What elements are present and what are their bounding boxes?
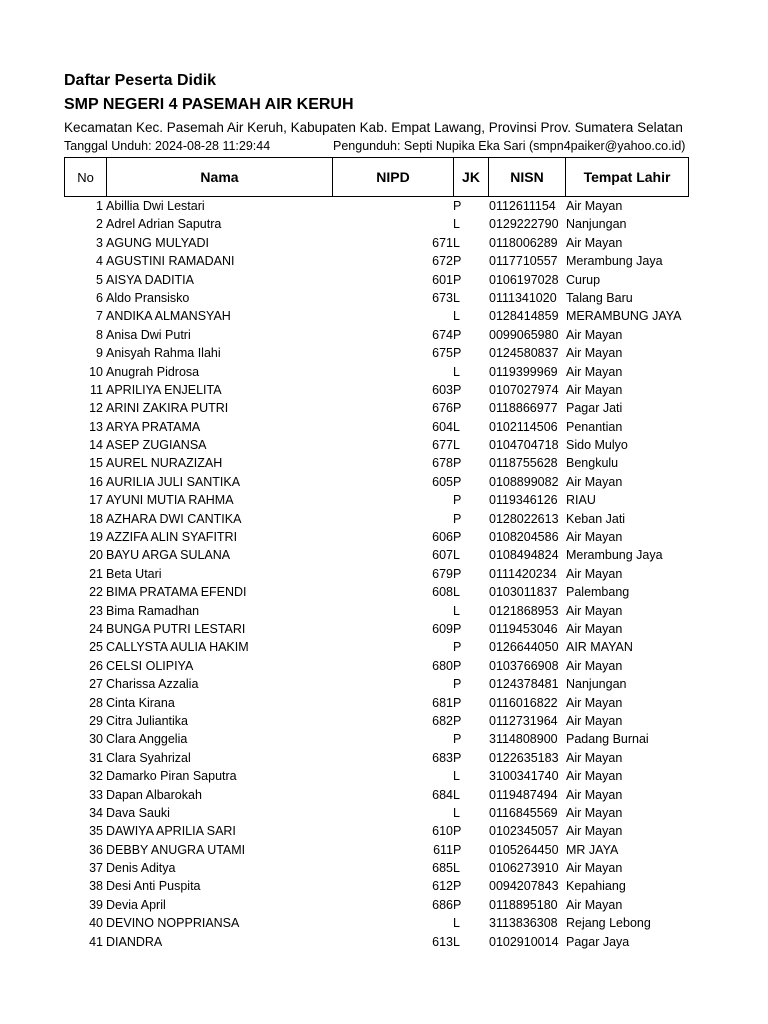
table-row: [64, 565, 688, 583]
table-row: [64, 730, 688, 748]
cell-nama: AUREL NURAZIZAH: [106, 456, 223, 471]
cell-nama: CELSI OLIPIYA: [106, 658, 194, 673]
cell-jk: L: [453, 419, 460, 434]
table-row: [64, 528, 688, 546]
cell-nipd: 605: [432, 474, 453, 489]
cell-tempat-lahir: MR JAYA: [566, 842, 619, 857]
cell-nama: DEVINO NOPPRIANSA: [106, 916, 240, 931]
cell-jk: P: [453, 842, 462, 857]
cell-jk: P: [453, 695, 462, 710]
col-header-no: No: [65, 158, 107, 197]
cell-nisn: 0104704718: [489, 438, 559, 453]
cell-jk: L: [453, 916, 460, 931]
table-row: [64, 822, 688, 840]
cell-nipd: 676: [432, 401, 453, 416]
cell-no: 18: [89, 511, 103, 526]
cell-jk: P: [453, 382, 462, 397]
cell-jk: L: [453, 787, 460, 802]
table-row: [64, 289, 688, 307]
cell-nama: Beta Utari: [106, 566, 162, 581]
cell-nama: DAWIYA APRILIA SARI: [106, 824, 236, 839]
table-row: [64, 914, 688, 932]
cell-nipd: 685: [432, 861, 453, 876]
cell-nisn: 3113836308: [489, 916, 558, 931]
cell-tempat-lahir: Rejang Lebong: [566, 916, 651, 931]
cell-nama: AGUSTINI RAMADANI: [106, 254, 235, 269]
cell-nisn: 0106273910: [489, 861, 559, 876]
cell-nipd: 671: [432, 235, 453, 250]
cell-nipd: 679: [432, 566, 453, 581]
table-row: [64, 583, 688, 601]
cell-nisn: 0122635183: [489, 750, 559, 765]
cell-jk: P: [453, 530, 462, 545]
cell-nama: Denis Aditya: [106, 861, 176, 876]
cell-no: 39: [89, 897, 103, 912]
cell-nisn: 0126644050: [489, 640, 559, 655]
table-row: [64, 877, 688, 895]
cell-nisn: 0099065980: [489, 327, 559, 342]
cell-nama: Dava Sauki: [106, 805, 170, 820]
cell-jk: P: [453, 750, 462, 765]
cell-nama: BIMA PRATAMA EFENDI: [106, 585, 247, 600]
cell-tempat-lahir: MERAMBUNG JAYA: [566, 309, 682, 324]
cell-no: 13: [89, 419, 103, 434]
cell-tempat-lahir: Air Mayan: [566, 897, 623, 912]
cell-nama: Charissa Azzalia: [106, 677, 199, 692]
cell-no: 1: [96, 199, 103, 213]
table-row: [64, 197, 688, 215]
table-row: [64, 602, 688, 620]
cell-tempat-lahir: Padang Burnai: [566, 732, 649, 747]
cell-nisn: 0116845569: [489, 805, 558, 820]
table-row: [64, 859, 688, 877]
cell-no: 23: [89, 603, 103, 618]
cell-tempat-lahir: Pagar Jati: [566, 401, 623, 416]
cell-no: 28: [89, 695, 103, 710]
cell-nipd: 686: [432, 897, 453, 912]
cell-no: 17: [89, 493, 103, 508]
cell-jk: L: [453, 934, 460, 949]
cell-nipd: 612: [432, 879, 453, 894]
cell-nama: AURILIA JULI SANTIKA: [106, 474, 241, 489]
cell-nama: ANDIKA ALMANSYAH: [106, 309, 231, 324]
cell-nisn: 0094207843: [489, 879, 559, 894]
col-header-nipd: NIPD: [333, 158, 454, 197]
cell-nisn: 0102910014: [489, 934, 559, 949]
cell-nama: Aldo Pransisko: [106, 290, 190, 305]
cell-nama: ARYA PRATAMA: [106, 419, 201, 434]
cell-nama: AISYA DADITIA: [106, 272, 194, 287]
cell-jk: P: [453, 511, 462, 526]
table-row: [64, 436, 688, 454]
table-row: [64, 399, 688, 417]
cell-tempat-lahir: Sido Mulyo: [566, 438, 628, 453]
cell-no: 6: [96, 290, 103, 305]
cell-tempat-lahir: Air Mayan: [566, 769, 623, 784]
cell-nisn: 0119399969: [489, 364, 558, 379]
cell-no: 27: [89, 677, 103, 692]
cell-nipd: 683: [432, 750, 453, 765]
cell-tempat-lahir: Air Mayan: [566, 327, 623, 342]
cell-nisn: 0108899082: [489, 474, 559, 489]
cell-tempat-lahir: Curup: [566, 272, 601, 287]
cell-jk: P: [453, 824, 462, 839]
cell-nipd: 682: [432, 713, 453, 728]
cell-jk: P: [453, 272, 462, 287]
cell-no: 32: [89, 769, 103, 784]
cell-nama: ARINI ZAKIRA PUTRI: [106, 401, 229, 416]
cell-nisn: 3100341740: [489, 769, 559, 784]
col-header-jk: JK: [454, 158, 489, 197]
cell-nama: CALLYSTA AULIA HAKIM: [106, 640, 249, 655]
cell-tempat-lahir: Kepahiang: [566, 879, 626, 894]
cell-nisn: 0112611154: [489, 199, 556, 213]
cell-nama: AZZIFA ALIN SYAFITRI: [106, 530, 238, 545]
cell-nisn: 0118755628: [489, 456, 558, 471]
cell-tempat-lahir: Palembang: [566, 585, 630, 600]
cell-nama: Devia April: [106, 897, 166, 912]
table-row: [64, 804, 688, 822]
cell-no: 22: [89, 585, 103, 600]
table-row: [64, 657, 688, 675]
cell-no: 20: [89, 548, 103, 563]
cell-jk: L: [453, 309, 460, 324]
cell-nama: Abillia Dwi Lestari: [106, 199, 205, 213]
cell-nipd: 604: [432, 419, 453, 434]
cell-nipd: 677: [432, 438, 453, 453]
cell-no: 4: [96, 254, 103, 269]
cell-jk: P: [453, 401, 462, 416]
table-row: [64, 638, 688, 656]
cell-nipd: 678: [432, 456, 453, 471]
cell-jk: P: [453, 327, 462, 342]
downloader: Pengunduh: Septi Nupika Eka Sari (smpn4paiker@yahoo.co.id): [333, 139, 686, 153]
cell-nisn: 0111420234: [489, 566, 557, 581]
cell-tempat-lahir: Air Mayan: [566, 621, 623, 636]
cell-nisn: 0128414859: [489, 309, 559, 324]
cell-tempat-lahir: Air Mayan: [566, 787, 623, 802]
cell-tempat-lahir: Air Mayan: [566, 805, 623, 820]
table-row: [64, 234, 688, 252]
cell-jk: L: [453, 290, 460, 305]
location-line: Kecamatan Kec. Pasemah Air Keruh, Kabupaten Kab. Empat Lawang, Provinsi Prov. Sumatera Selatan: [64, 120, 683, 135]
cell-nisn: 0119487494: [489, 787, 558, 802]
cell-no: 11: [90, 382, 103, 397]
cell-jk: L: [453, 235, 460, 250]
cell-tempat-lahir: Air Mayan: [566, 750, 623, 765]
cell-nama: Anisa Dwi Putri: [106, 327, 191, 342]
download-date: Tanggal Unduh: 2024-08-28 11:29:44: [64, 139, 271, 153]
cell-nisn: 0106197028: [489, 272, 559, 287]
cell-nisn: 0102345057: [489, 824, 559, 839]
table-header: [64, 157, 689, 197]
cell-jk: L: [453, 217, 460, 232]
cell-tempat-lahir: Air Mayan: [566, 199, 623, 213]
cell-nisn: 0102114506: [489, 419, 558, 434]
cell-nisn: 0129222790: [489, 217, 559, 232]
table-row: [64, 473, 688, 491]
cell-nipd: 609: [432, 621, 453, 636]
table-row: [64, 896, 688, 914]
cell-nama: DEBBY ANUGRA UTAMI: [106, 842, 246, 857]
cell-jk: L: [453, 769, 460, 784]
cell-jk: P: [453, 346, 462, 361]
table-row: [64, 252, 688, 270]
cell-nisn: 0105264450: [489, 842, 559, 857]
cell-nama: Anisyah Rahma Ilahi: [106, 346, 221, 361]
cell-nisn: 0108494824: [489, 548, 559, 563]
cell-nisn: 0117710557: [489, 254, 558, 269]
table-row: [64, 418, 688, 436]
cell-no: 30: [89, 732, 103, 747]
col-header-nisn: NISN: [489, 158, 566, 197]
cell-jk: L: [453, 364, 460, 379]
cell-nisn: 0116016822: [489, 695, 558, 710]
cell-no: 19: [89, 530, 103, 545]
cell-nisn: 0119346126: [489, 493, 558, 508]
table-row: [64, 675, 688, 693]
cell-tempat-lahir: Air Mayan: [566, 658, 623, 673]
cell-no: 14: [89, 438, 103, 453]
cell-jk: P: [453, 474, 462, 489]
cell-nipd: 608: [432, 585, 453, 600]
cell-no: 12: [89, 401, 103, 416]
cell-nisn: 0103011837: [489, 585, 558, 600]
cell-tempat-lahir: Air Mayan: [566, 530, 623, 545]
cell-no: 2: [96, 217, 103, 232]
cell-nama: Damarko Piran Saputra: [106, 769, 237, 784]
cell-tempat-lahir: Air Mayan: [566, 566, 623, 581]
table-row: [64, 326, 688, 344]
cell-nisn: 0103766908: [489, 658, 559, 673]
table-row: [64, 546, 688, 564]
cell-no: 8: [96, 327, 103, 342]
cell-no: 35: [89, 824, 103, 839]
cell-nipd: 681: [432, 695, 453, 710]
cell-nama: AGUNG MULYADI: [106, 235, 210, 250]
col-header-tempat-lahir: Tempat Lahir: [566, 158, 689, 197]
cell-no: 38: [89, 879, 103, 894]
cell-nipd: 680: [432, 658, 453, 673]
cell-no: 21: [89, 566, 103, 581]
cell-nama: BUNGA PUTRI LESTARI: [106, 621, 246, 636]
cell-nisn: 0118866977: [489, 401, 558, 416]
col-header-nama: Nama: [107, 158, 333, 197]
cell-nama: Bima Ramadhan: [106, 603, 200, 618]
table-row: [64, 510, 688, 528]
cell-tempat-lahir: Air Mayan: [566, 235, 623, 250]
cell-nisn: 0124378481: [489, 677, 559, 692]
cell-nisn: 0124580837: [489, 346, 559, 361]
cell-jk: P: [453, 493, 462, 508]
table-row: [64, 767, 688, 785]
cell-jk: P: [453, 897, 462, 912]
cell-nipd: 607: [432, 548, 453, 563]
cell-jk: P: [453, 254, 462, 269]
cell-tempat-lahir: Air Mayan: [566, 603, 623, 618]
cell-tempat-lahir: Pagar Jaya: [566, 934, 630, 949]
cell-no: 36: [89, 842, 103, 857]
cell-jk: P: [453, 879, 462, 894]
cell-tempat-lahir: Air Mayan: [566, 861, 623, 876]
cell-jk: P: [453, 640, 462, 655]
cell-nipd: 613: [432, 934, 453, 949]
cell-nipd: 611: [433, 842, 453, 857]
cell-no: 25: [89, 640, 103, 655]
cell-nisn: 0128022613: [489, 511, 559, 526]
cell-tempat-lahir: Merambung Jaya: [566, 548, 663, 563]
cell-no: 9: [96, 346, 103, 361]
cell-nisn: 0107027974: [489, 382, 559, 397]
cell-jk: P: [453, 199, 462, 213]
cell-tempat-lahir: Penantian: [566, 419, 623, 434]
cell-tempat-lahir: Bengkulu: [566, 456, 619, 471]
cell-nama: Clara Syahrizal: [106, 750, 191, 765]
table-row: [64, 841, 688, 859]
cell-tempat-lahir: AIR MAYAN: [566, 640, 633, 655]
cell-nipd: 673: [432, 290, 453, 305]
cell-no: 29: [89, 713, 103, 728]
cell-no: 31: [89, 750, 103, 765]
cell-tempat-lahir: Nanjungan: [566, 217, 627, 232]
cell-nama: AYUNI MUTIA RAHMA: [106, 493, 234, 508]
cell-nipd: 610: [432, 824, 453, 839]
cell-no: 34: [89, 805, 103, 820]
table-row: [64, 381, 688, 399]
cell-nama: Clara Anggelia: [106, 732, 188, 747]
cell-jk: L: [453, 438, 460, 453]
cell-tempat-lahir: Air Mayan: [566, 382, 623, 397]
cell-tempat-lahir: Merambung Jaya: [566, 254, 663, 269]
cell-nipd: 601: [432, 272, 453, 287]
cell-tempat-lahir: Air Mayan: [566, 713, 623, 728]
cell-no: 7: [96, 309, 103, 324]
cell-tempat-lahir: Nanjungan: [566, 677, 627, 692]
cell-tempat-lahir: Air Mayan: [566, 824, 623, 839]
cell-nipd: 672: [432, 254, 453, 269]
cell-nisn: 0112731964: [489, 713, 558, 728]
cell-nama: APRILIYA ENJELITA: [106, 382, 222, 397]
cell-nipd: 674: [432, 327, 453, 342]
table-row: [64, 786, 688, 804]
cell-jk: L: [453, 585, 460, 600]
cell-no: 37: [89, 861, 103, 876]
cell-nipd: 675: [432, 346, 453, 361]
cell-nama: ASEP ZUGIANSA: [106, 438, 207, 453]
cell-nama: DIANDRA: [106, 934, 163, 949]
cell-nisn: 0119453046: [489, 621, 558, 636]
cell-tempat-lahir: Talang Baru: [566, 290, 633, 305]
cell-nama: AZHARA DWI CANTIKA: [106, 511, 242, 526]
cell-nama: Adrel Adrian Saputra: [106, 217, 222, 232]
cell-nisn: 0111341020: [489, 290, 557, 305]
cell-jk: P: [453, 456, 462, 471]
table-row: [64, 271, 688, 289]
cell-nama: Cinta Kirana: [106, 695, 175, 710]
cell-nama: BAYU ARGA SULANA: [106, 548, 231, 563]
cell-jk: P: [453, 713, 462, 728]
cell-nipd: 684: [432, 787, 453, 802]
cell-no: 41: [89, 934, 103, 949]
cell-nama: Anugrah Pidrosa: [106, 364, 200, 379]
cell-jk: P: [453, 566, 462, 581]
cell-jk: L: [453, 548, 460, 563]
cell-no: 33: [89, 787, 103, 802]
table-row: [64, 933, 688, 951]
table-row: [64, 215, 688, 233]
cell-tempat-lahir: RIAU: [566, 493, 596, 508]
cell-tempat-lahir: Air Mayan: [566, 346, 623, 361]
cell-nisn: 0108204586: [489, 530, 559, 545]
cell-no: 15: [89, 456, 103, 471]
cell-nipd: 606: [432, 530, 453, 545]
student-list: [64, 197, 688, 951]
cell-no: 5: [96, 272, 103, 287]
cell-tempat-lahir: Air Mayan: [566, 474, 623, 489]
cell-no: 10: [89, 364, 103, 379]
table-row: [64, 344, 688, 362]
document-title: Daftar Peserta Didik: [64, 72, 217, 89]
cell-tempat-lahir: Air Mayan: [566, 695, 623, 710]
cell-jk: P: [453, 732, 462, 747]
cell-tempat-lahir: Keban Jati: [566, 511, 626, 526]
cell-no: 26: [89, 658, 103, 673]
cell-no: 24: [89, 621, 103, 636]
cell-jk: P: [453, 621, 462, 636]
table-row: [64, 712, 688, 730]
table-row: [64, 694, 688, 712]
cell-nisn: 0118006289: [489, 235, 558, 250]
cell-nisn: 3114808900: [489, 732, 558, 747]
cell-tempat-lahir: Air Mayan: [566, 364, 623, 379]
cell-nisn: 0121868953: [489, 603, 559, 618]
cell-nipd: 603: [432, 382, 453, 397]
table-row: [64, 363, 688, 381]
cell-nisn: 0118895180: [489, 897, 558, 912]
cell-no: 16: [89, 474, 103, 489]
cell-jk: P: [453, 677, 462, 692]
table-row: [64, 491, 688, 509]
cell-jk: L: [453, 805, 460, 820]
table-row: [64, 620, 688, 638]
cell-no: 40: [89, 916, 103, 931]
cell-jk: L: [453, 603, 460, 618]
cell-jk: L: [453, 861, 460, 876]
cell-nama: Dapan Albarokah: [106, 787, 202, 802]
table-row: [64, 454, 688, 472]
cell-no: 3: [96, 235, 103, 250]
school-name: SMP NEGERI 4 PASEMAH AIR KERUH: [64, 96, 354, 113]
cell-nama: Desi Anti Puspita: [106, 879, 201, 894]
table-row: [64, 307, 688, 325]
table-row: [64, 749, 688, 767]
cell-nama: Citra Juliantika: [106, 713, 188, 728]
cell-jk: P: [453, 658, 462, 673]
